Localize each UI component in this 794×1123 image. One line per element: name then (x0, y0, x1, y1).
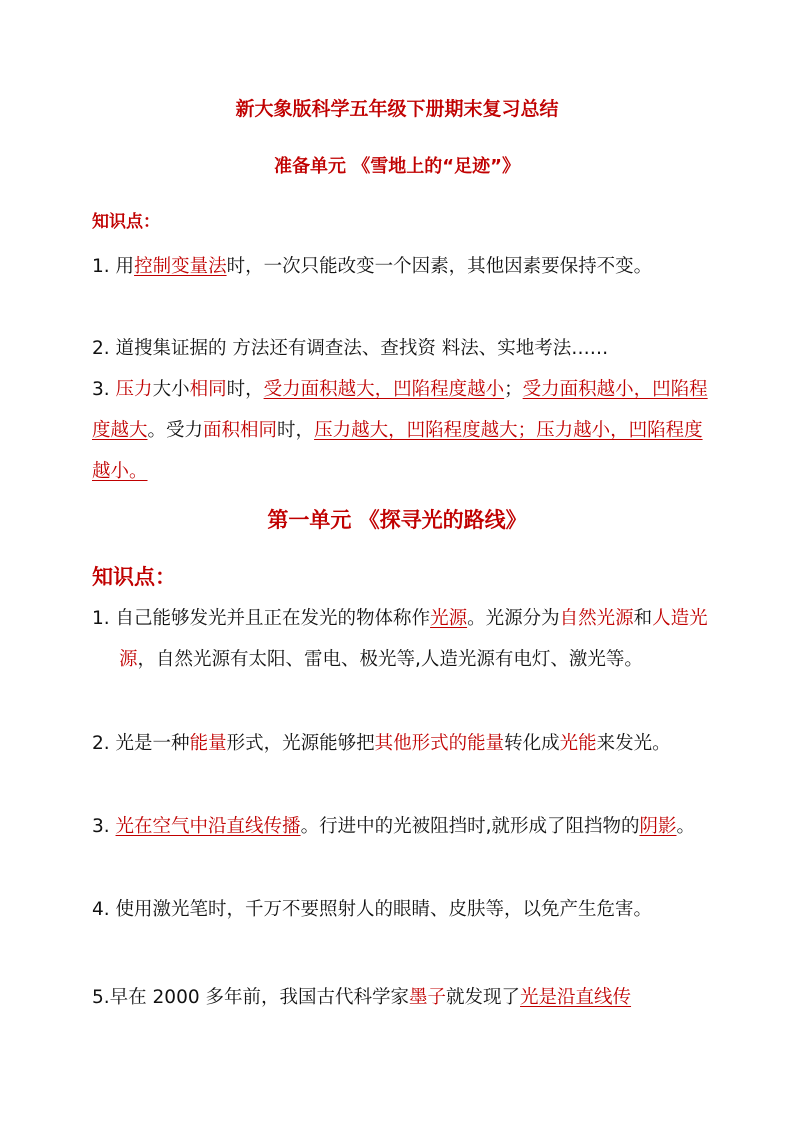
item-text: ，自然光源有太阳、雷电、极光等,人造光源有电灯、激光等。 (137, 649, 643, 670)
item-number: 4. (92, 899, 116, 920)
item-text: 光是一种 (115, 733, 190, 754)
item-text: 。 (676, 816, 695, 837)
item-text: 用 (115, 256, 135, 277)
item-text: 转化成 (504, 733, 560, 754)
unit1-title: 第一单元 《探寻光的路线》 (267, 508, 527, 532)
item-text: 形式，光源能够把 (226, 733, 375, 754)
key-term: 光源 (430, 608, 468, 629)
unit1-item-3 (92, 806, 712, 847)
key-term: 受力面积越小，凹陷程度越大 (92, 379, 708, 441)
item-text: 早在 2000 多年前，我国古代科学家 (109, 987, 409, 1008)
item-number: 2. (92, 338, 116, 359)
prep-item-2 (92, 328, 712, 369)
prep-unit-title: 准备单元 《雪地上的“足迹”》 (274, 156, 520, 177)
unit1-item-1 (92, 598, 712, 680)
item-text: 。受力 (147, 420, 204, 441)
knowledge-points-label: 知识点： (92, 565, 176, 589)
item-text: 自己能够发光并且正在发光的物体称作 (115, 608, 431, 629)
key-term: 光在空气中沿直线传播 (115, 816, 301, 837)
item-number: 1. (92, 608, 116, 629)
key-term: 压力越大，凹陷程度越大；压力越小，凹陷程度越小。 (92, 420, 703, 482)
unit1-item-2 (92, 723, 712, 764)
doc-title: 新大象版科学五年级下册期末复习总结 (235, 98, 559, 120)
unit1-item-4 (92, 889, 712, 930)
key-term: 控制变量法 (134, 256, 227, 277)
item-text: ； (504, 379, 523, 400)
key-term: 能量 (189, 733, 227, 754)
prep-item-3 (92, 369, 712, 492)
item-number: 3. (92, 379, 116, 400)
key-term: 压力 (115, 379, 153, 400)
knowledge-points-label: 知识点： (92, 212, 160, 232)
key-term: 墨子 (409, 987, 447, 1008)
item-text: 来发光。 (596, 733, 671, 754)
key-term: 光能 (559, 733, 597, 754)
item-text: 使用激光笔时，千万不要照射人的眼睛、皮肤等，以免产生危害。 (115, 899, 653, 920)
key-term: 其他形式的能量 (374, 733, 505, 754)
item-number: 3. (92, 816, 116, 837)
prep-item-1 (92, 246, 712, 287)
item-text: 和 (633, 608, 653, 629)
key-term: 面积相同 (203, 420, 278, 441)
item-number: 5. (92, 987, 110, 1008)
key-term: 受力面积越大，凹陷程度越小 (263, 379, 505, 400)
item-text: 时， (277, 420, 315, 441)
key-term: 人造光源 (119, 608, 708, 670)
key-term: 相同 (189, 379, 227, 400)
key-term: 阴影 (639, 816, 677, 837)
item-number: 1. (92, 256, 116, 277)
item-text: 时，一次只能改变一个因素，其他因素要保持不变。 (226, 256, 653, 277)
item-text: 道搜集证据的 方法还有调查法、查找资 料法、实地考法…… (115, 338, 609, 359)
item-text: 。行进中的光被阻挡时,就形成了阻挡物的 (300, 816, 640, 837)
item-text: 时， (226, 379, 264, 400)
item-text: 大小 (152, 379, 190, 400)
item-number: 2. (92, 733, 116, 754)
item-text: 就发现了 (446, 987, 521, 1008)
unit1-item-5 (92, 977, 712, 1018)
key-term: 自然光源 (559, 608, 634, 629)
key-term: 光是沿直线传 (520, 987, 632, 1008)
item-text: 。光源分为 (467, 608, 560, 629)
